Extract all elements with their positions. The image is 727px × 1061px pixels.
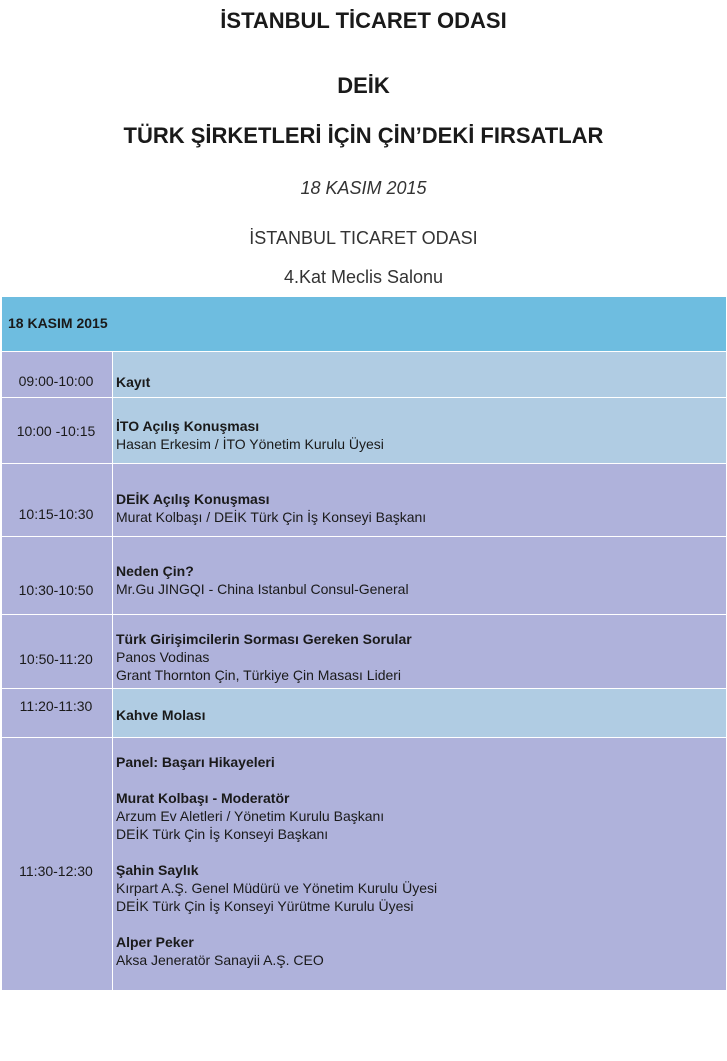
- session-speaker: Mr.Gu JINGQI - China Istanbul Consul-General: [116, 581, 409, 597]
- session-time: 11:20-11:30: [19, 698, 93, 714]
- session-cell: [112, 398, 726, 463]
- session-time: 10:15-10:30: [18, 506, 94, 522]
- session-time: 10:50-11:20: [19, 651, 93, 667]
- session-cell: [112, 537, 726, 614]
- session-title: Kahve Molası: [116, 707, 206, 723]
- session-title: Panel: Başarı Hikayeleri: [116, 754, 275, 770]
- table-row: [2, 398, 726, 464]
- organizer-title: İSTANBUL TİCARET ODASI: [220, 8, 507, 33]
- panelist-name: Murat Kolbaşı - Moderatör: [116, 790, 290, 806]
- session-speaker-role: Grant Thornton Çin, Türkiye Çin Masası Lideri: [116, 667, 402, 683]
- table-row: [2, 689, 726, 738]
- time-cell: [2, 464, 112, 536]
- event-date: 18 KASIM 2015: [300, 178, 427, 198]
- session-time: 10:30-10:50: [18, 582, 94, 598]
- session-cell: [112, 689, 726, 737]
- session-cell: [112, 352, 726, 397]
- panelist-name: Alper Peker: [116, 934, 194, 950]
- panelist-role: Arzum Ev Aletleri / Yönetim Kurulu Başkanı: [116, 808, 385, 824]
- panelist-role: DEİK Türk Çin İş Konseyi Başkanı: [116, 826, 329, 842]
- panelist-role: Aksa Jeneratör Sanayii A.Ş. CEO: [116, 952, 324, 968]
- session-cell: [112, 464, 726, 536]
- session-cell: [112, 738, 726, 990]
- session-speaker: Murat Kolbaşı / DEİK Türk Çin İş Konseyi Başkanı: [116, 509, 427, 525]
- panelist-role: Kırpart A.Ş. Genel Müdürü ve Yönetim Kurulu Üyesi: [116, 880, 438, 896]
- event-room: 4.Kat Meclis Salonu: [283, 267, 444, 287]
- session-title: Neden Çin?: [116, 563, 194, 579]
- session-title: İTO Açılış Konuşması: [116, 418, 260, 434]
- table-row: [2, 615, 726, 689]
- session-title: DEİK Açılış Konuşması: [116, 491, 270, 507]
- session-title: Kayıt: [116, 374, 151, 390]
- time-cell: [2, 537, 112, 614]
- session-time: 11:30-12:30: [19, 863, 93, 879]
- day-label: 18 KASIM 2015: [8, 315, 108, 331]
- session-speaker: Panos Vodinas: [116, 649, 210, 665]
- event-title: TÜRK ŞİRKETLERİ İÇİN ÇİN’DEKİ FIRSATLAR: [123, 123, 604, 148]
- schedule-day-header: [2, 297, 726, 352]
- session-time: 09:00-10:00: [18, 373, 94, 389]
- session-cell: [112, 615, 726, 688]
- session-speaker: Hasan Erkesim / İTO Yönetim Kurulu Üyesi: [116, 436, 384, 452]
- co-organizer-title: DEİK: [337, 73, 390, 98]
- session-time: 10:00 -10:15: [16, 423, 96, 439]
- session-title: Türk Girişimcilerin Sorması Gereken Sorular: [116, 631, 412, 647]
- table-row: [2, 464, 726, 537]
- table-row: [2, 738, 726, 991]
- panelist-name: Şahin Saylık: [116, 862, 199, 878]
- table-row: [2, 537, 726, 615]
- event-venue: İSTANBUL TICARET ODASI: [249, 228, 478, 248]
- panelist-role: DEİK Türk Çin İş Konseyi Yürütme Kurulu Üyesi: [116, 898, 414, 914]
- table-row: [2, 352, 726, 398]
